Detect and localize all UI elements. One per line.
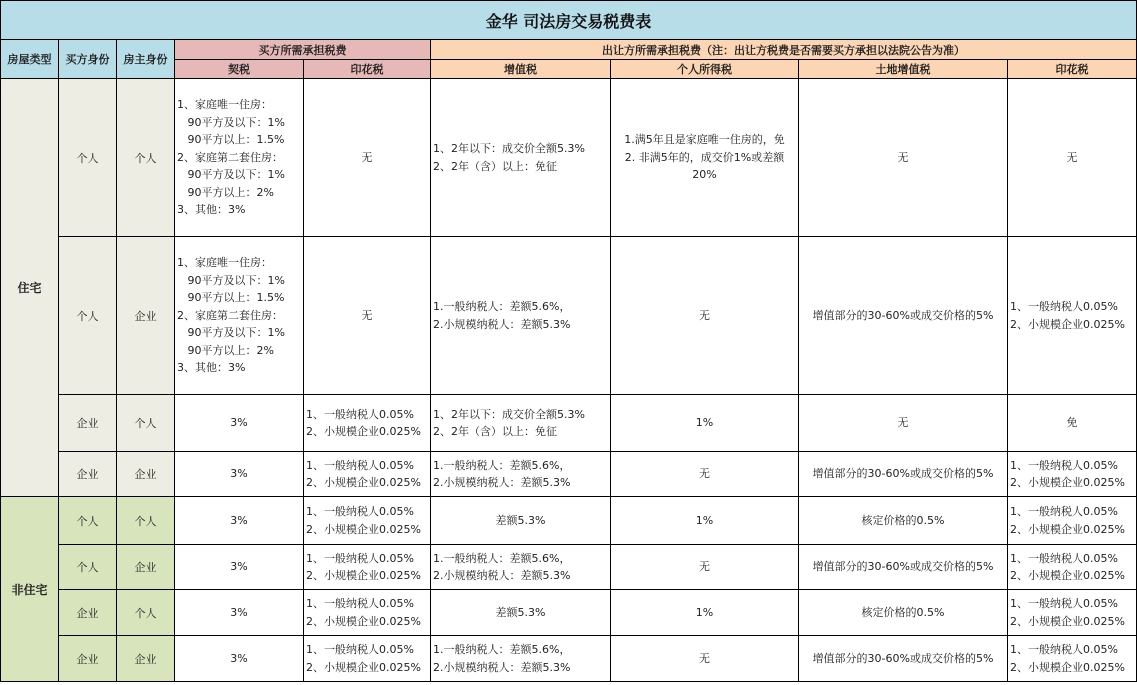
table-row xyxy=(1,237,1137,395)
cell-deed-tax: 3% xyxy=(175,497,304,545)
cell-vat: 1.一般纳税人：差额5.6%， 2.小规模纳税人：差额5.3% xyxy=(431,636,611,682)
cell-vat: 1.一般纳税人：差额5.6%， 2.小规模纳税人：差额5.3% xyxy=(431,452,611,497)
cell-stamp-buyer: 1、一般纳税人0.05% 2、小规模企业0.025% xyxy=(304,545,431,590)
cell-pit: 1.满5年且是家庭唯一住房的，免 2. 非满5年的，成交价1%或差额 20% xyxy=(611,79,799,237)
cell-stamp-buyer: 1、一般纳税人0.05% 2、小规模企业0.025% xyxy=(304,497,431,545)
cell-pit: 1% xyxy=(611,497,799,545)
cell-stamp-seller: 1、一般纳税人0.05% 2、小规模企业0.025% xyxy=(1008,590,1137,636)
header-buyer-taxes: 买方所需承担税费 xyxy=(175,40,431,60)
cell-owner: 个人 xyxy=(117,395,175,452)
cell-deed-tax: 3% xyxy=(175,395,304,452)
cell-deed-tax: 3% xyxy=(175,590,304,636)
cell-stamp-seller: 1、一般纳税人0.05% 2、小规模企业0.025% xyxy=(1008,497,1137,545)
cell-vat: 1、2年以下：成交价全额5.3% 2、2年（含）以上：免征 xyxy=(431,79,611,237)
group-residential: 住宅 xyxy=(1,79,59,497)
cell-stamp-buyer: 1、一般纳税人0.05% 2、小规模企业0.025% xyxy=(304,590,431,636)
cell-deed-tax: 3% xyxy=(175,452,304,497)
header-personal-income-tax: 个人所得税 xyxy=(611,60,799,79)
cell-deed-tax: 3% xyxy=(175,545,304,590)
table-row xyxy=(1,590,1137,636)
cell-vat: 1、2年以下：成交价全额5.3% 2、2年（含）以上：免征 xyxy=(431,395,611,452)
cell-vat: 差额5.3% xyxy=(431,497,611,545)
header-seller-taxes: 出让方所需承担税费（注：出让方税费是否需要买方承担以法院公告为准） xyxy=(431,40,1137,60)
header-owner-identity: 房主身份 xyxy=(117,40,175,79)
table-row xyxy=(1,636,1137,682)
header-stamp-tax-buyer: 印花税 xyxy=(304,60,431,79)
cell-land-vat: 增值部分的30-60%或成交价格的5% xyxy=(799,452,1008,497)
cell-stamp-seller: 无 xyxy=(1008,79,1137,237)
cell-stamp-buyer: 1、一般纳税人0.05% 2、小规模企业0.025% xyxy=(304,636,431,682)
cell-buyer: 个人 xyxy=(59,237,117,395)
table-row xyxy=(1,395,1137,452)
cell-buyer: 企业 xyxy=(59,395,117,452)
cell-owner: 企业 xyxy=(117,237,175,395)
cell-owner: 个人 xyxy=(117,497,175,545)
header-deed-tax: 契税 xyxy=(175,60,304,79)
cell-stamp-seller: 免 xyxy=(1008,395,1137,452)
table-row xyxy=(1,545,1137,590)
cell-land-vat: 无 xyxy=(799,395,1008,452)
cell-stamp-buyer: 1、一般纳税人0.05% 2、小规模企业0.025% xyxy=(304,452,431,497)
cell-stamp-seller: 1、一般纳税人0.05% 2、小规模企业0.025% xyxy=(1008,636,1137,682)
table-row xyxy=(1,497,1137,545)
header-house-type: 房屋类型 xyxy=(1,40,59,79)
header-land-vat: 土地增值税 xyxy=(799,60,1008,79)
cell-stamp-buyer: 无 xyxy=(304,237,431,395)
cell-pit: 无 xyxy=(611,452,799,497)
header-buyer-identity: 买方身份 xyxy=(59,40,117,79)
cell-pit: 无 xyxy=(611,237,799,395)
cell-buyer: 个人 xyxy=(59,497,117,545)
cell-stamp-seller: 1、一般纳税人0.05% 2、小规模企业0.025% xyxy=(1008,237,1137,395)
cell-land-vat: 核定价格的0.5% xyxy=(799,497,1008,545)
cell-vat: 1.一般纳税人：差额5.6%， 2.小规模纳税人：差额5.3% xyxy=(431,237,611,395)
cell-buyer: 个人 xyxy=(59,79,117,237)
cell-land-vat: 核定价格的0.5% xyxy=(799,590,1008,636)
cell-owner: 个人 xyxy=(117,79,175,237)
cell-vat: 1.一般纳税人：差额5.6%， 2.小规模纳税人：差额5.3% xyxy=(431,545,611,590)
cell-land-vat: 增值部分的30-60%或成交价格的5% xyxy=(799,237,1008,395)
table-row xyxy=(1,79,1137,237)
cell-deed-tax: 1、家庭唯一住房： 90平方及以下：1% 90平方以上：1.5% 2、家庭第二套住房： 90平方及以下：1% 90平方以上：2% 3、其他：3% xyxy=(175,79,304,237)
cell-vat: 差额5.3% xyxy=(431,590,611,636)
header-vat: 增值税 xyxy=(431,60,611,79)
cell-buyer: 企业 xyxy=(59,590,117,636)
cell-buyer: 个人 xyxy=(59,545,117,590)
cell-owner: 企业 xyxy=(117,545,175,590)
cell-land-vat: 无 xyxy=(799,79,1008,237)
cell-buyer: 企业 xyxy=(59,636,117,682)
cell-stamp-buyer: 无 xyxy=(304,79,431,237)
cell-land-vat: 增值部分的30-60%或成交价格的5% xyxy=(799,545,1008,590)
cell-pit: 1% xyxy=(611,395,799,452)
table-row xyxy=(1,452,1137,497)
group-non-residential: 非住宅 xyxy=(1,497,59,682)
cell-land-vat: 增值部分的30-60%或成交价格的5% xyxy=(799,636,1008,682)
cell-owner: 企业 xyxy=(117,636,175,682)
cell-stamp-seller: 1、一般纳税人0.05% 2、小规模企业0.025% xyxy=(1008,452,1137,497)
cell-pit: 无 xyxy=(611,545,799,590)
cell-owner: 企业 xyxy=(117,452,175,497)
cell-deed-tax: 1、家庭唯一住房： 90平方及以下：1% 90平方以上：1.5% 2、家庭第二套住房： 90平方及以下：1% 90平方以上：2% 3、其他：3% xyxy=(175,237,304,395)
cell-pit: 1% xyxy=(611,590,799,636)
cell-stamp-seller: 1、一般纳税人0.05% 2、小规模企业0.025% xyxy=(1008,545,1137,590)
cell-stamp-buyer: 1、一般纳税人0.05% 2、小规模企业0.025% xyxy=(304,395,431,452)
cell-buyer: 企业 xyxy=(59,452,117,497)
cell-pit: 无 xyxy=(611,636,799,682)
header-stamp-tax-seller: 印花税 xyxy=(1008,60,1137,79)
table-title: 金华 司法房交易税费表 xyxy=(1,1,1137,40)
cell-owner: 个人 xyxy=(117,590,175,636)
cell-deed-tax: 3% xyxy=(175,636,304,682)
